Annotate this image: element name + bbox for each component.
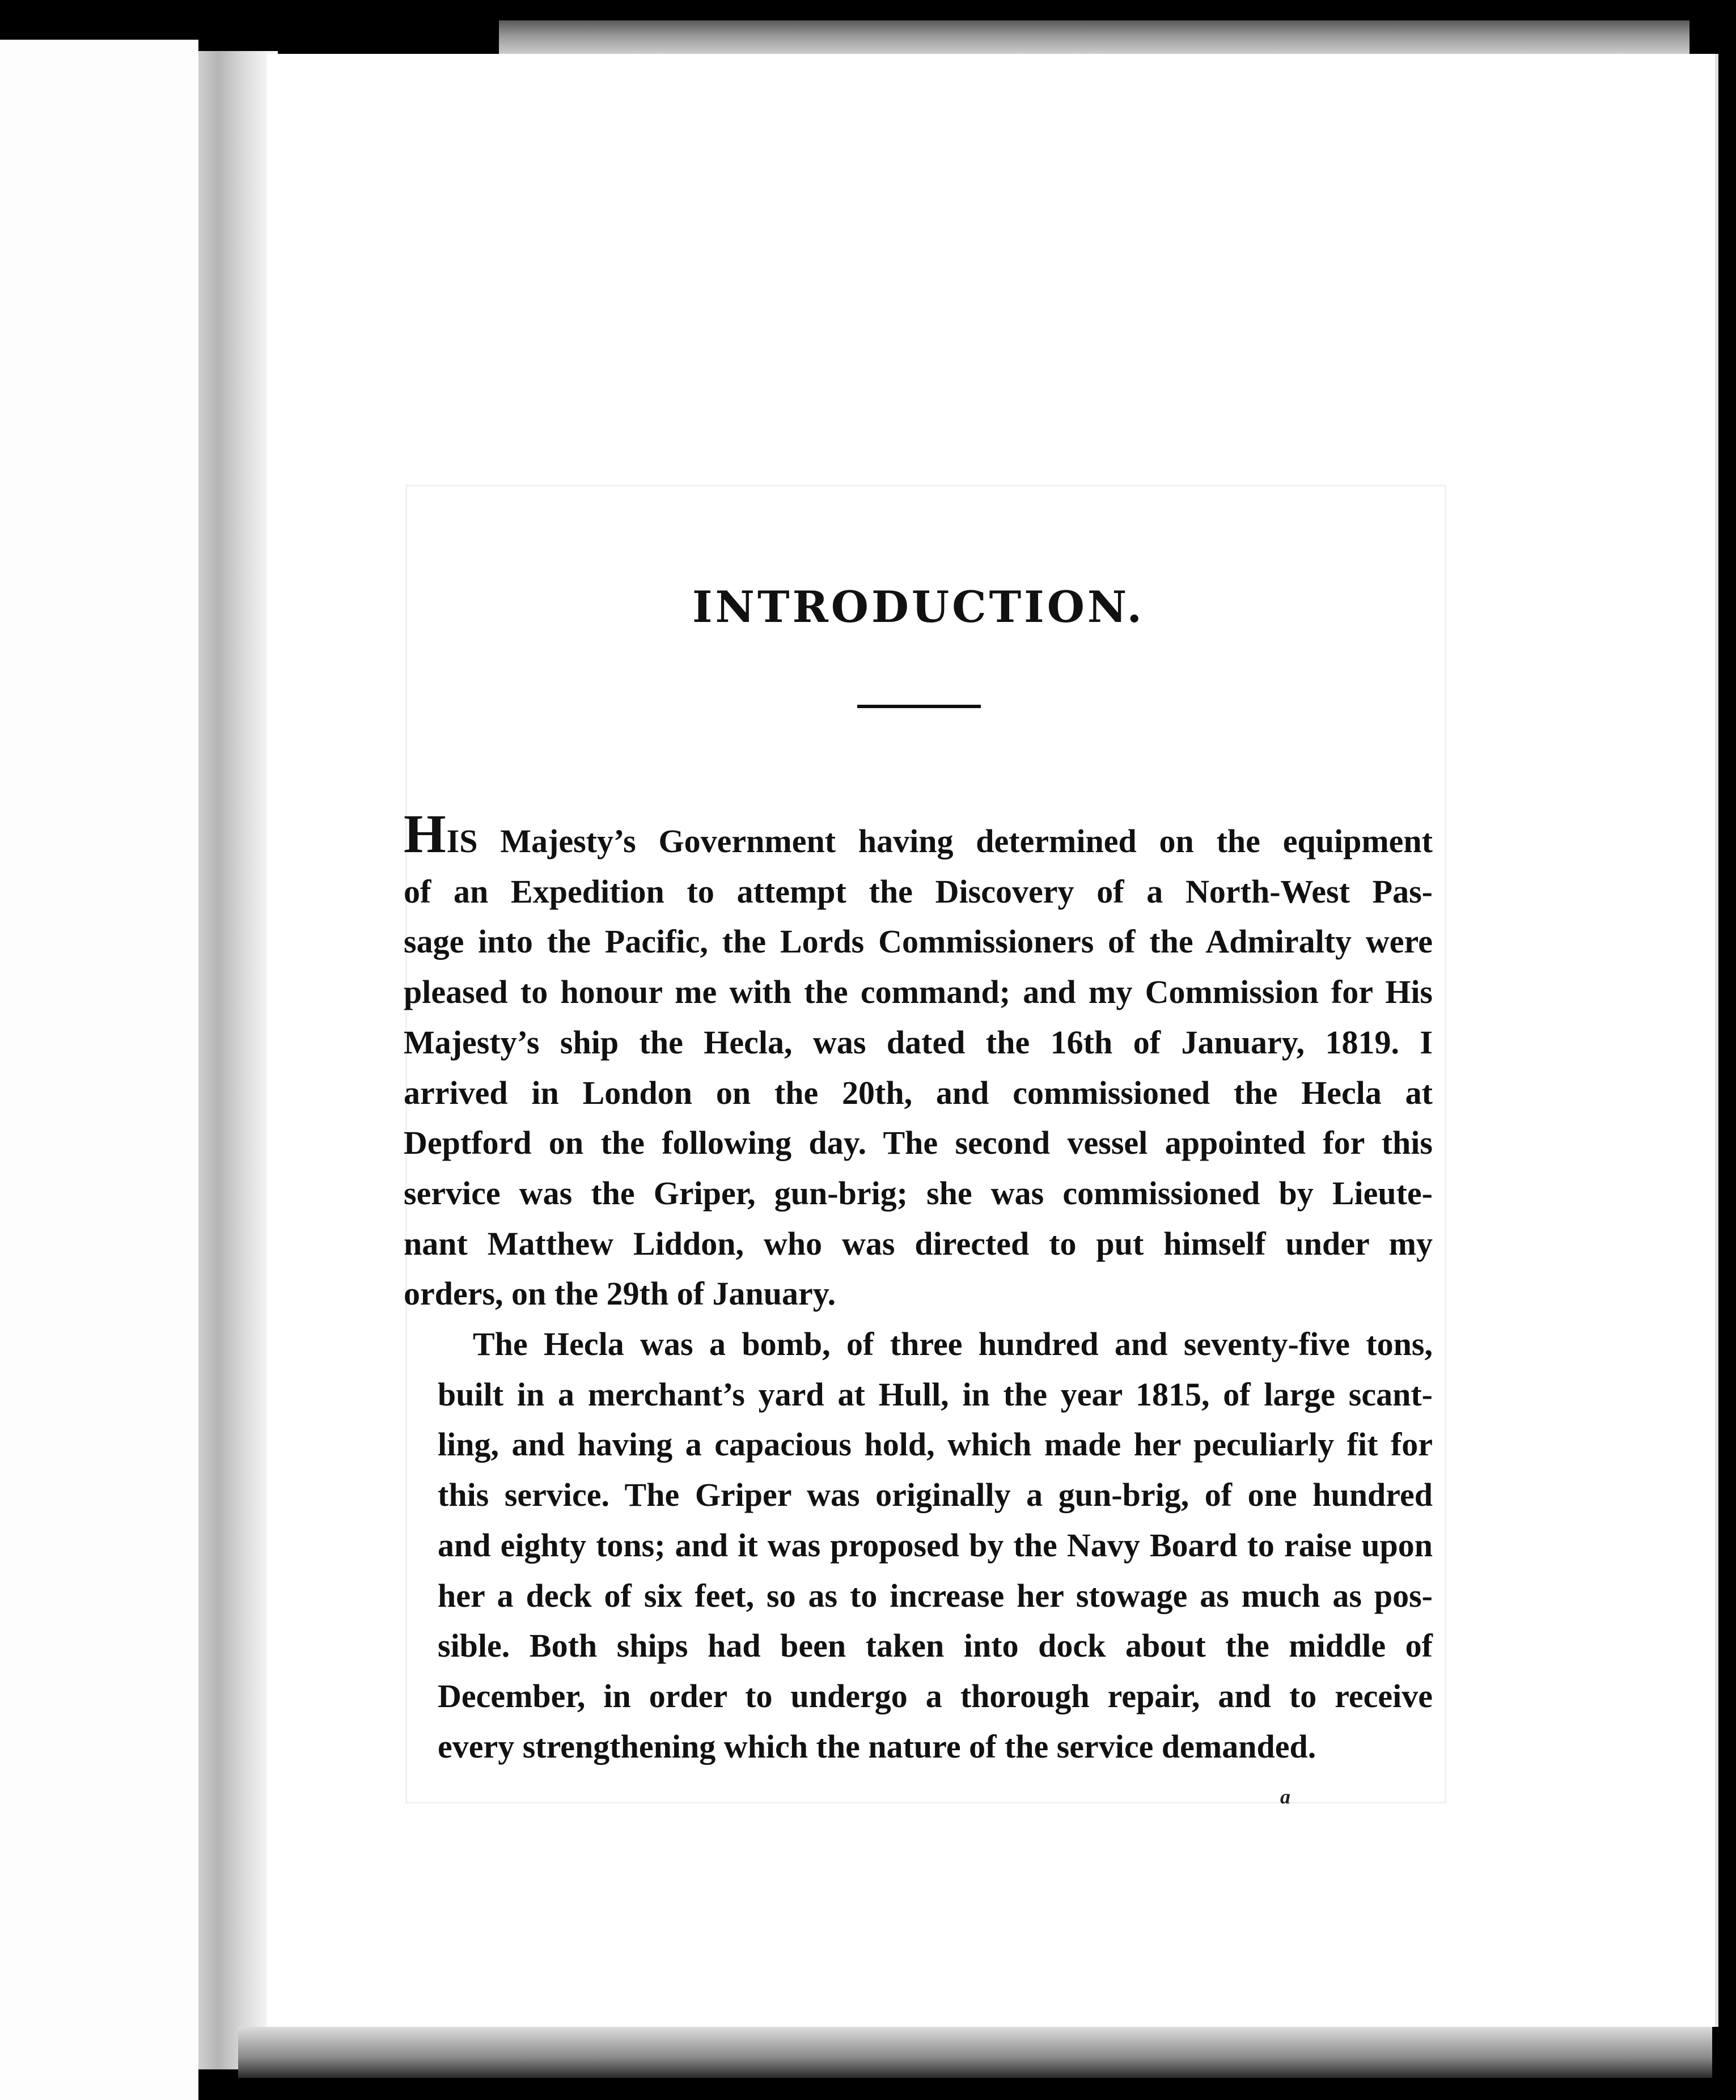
text-line: built in a merchant’s yard at Hull, in the year 1815, of large scant- [438,1375,1433,1413]
text-line: her a deck of six feet, so as to increase her stowage as much as pos- [438,1577,1433,1614]
book-gutter [198,51,278,2069]
left-page [0,40,198,2100]
page-title: INTRODUCTION. [692,581,1145,632]
bottom-binding-edge [238,2027,1712,2078]
text-line: orders, on the 29th of January. [404,1275,836,1312]
text-line: and eighty tons; and it was proposed by the Navy Board to raise upon [438,1526,1433,1564]
text-line: ling, and having a capacious hold, which made her peculiarly fit for [438,1426,1433,1463]
title-rule [857,705,981,708]
text-line: of an Expedition to attempt the Discovery of a North-West Pas- [404,873,1433,910]
text-line: Deptford on the following day. The second vessel appointed for this [404,1124,1433,1162]
text-line: sible. Both ships had been taken into dock about the middle of [438,1627,1433,1665]
text-line: this service. The Griper was originally a gun-brig, of one hundred [438,1476,1433,1514]
text-line: pleased to honour me with the command; and my Commission for His [404,973,1433,1011]
text-line: nant Matthew Liddon, who was directed to put himself under my [404,1225,1433,1262]
drop-cap: H [404,803,447,864]
text-line: service was the Griper, gun-brig; she was commissioned by Lieute- [404,1174,1433,1212]
signature-mark: a [1280,1785,1290,1808]
text-line: HIS Majesty’s Government having determined on the equipment [404,803,1433,864]
paragraph [404,1319,1433,1772]
text-line: every strengthening which the nature of the service demanded. [438,1728,1316,1765]
body-text [404,803,1433,1772]
text-line: December, in order to undergo a thorough repair, and to receive [438,1677,1433,1714]
text-line: The Hecla was a bomb, of three hundred and seventy-five tons, [473,1326,1433,1363]
text-line: sage into the Pacific, the Lords Commissioners of the Admiralty were [404,923,1433,960]
paragraph [404,803,1433,1319]
text-line: arrived in London on the 20th, and commissioned the Hecla at [404,1074,1433,1111]
text-line: Majesty’s ship the Hecla, was dated the 16th of January, 1819. I [404,1023,1433,1061]
